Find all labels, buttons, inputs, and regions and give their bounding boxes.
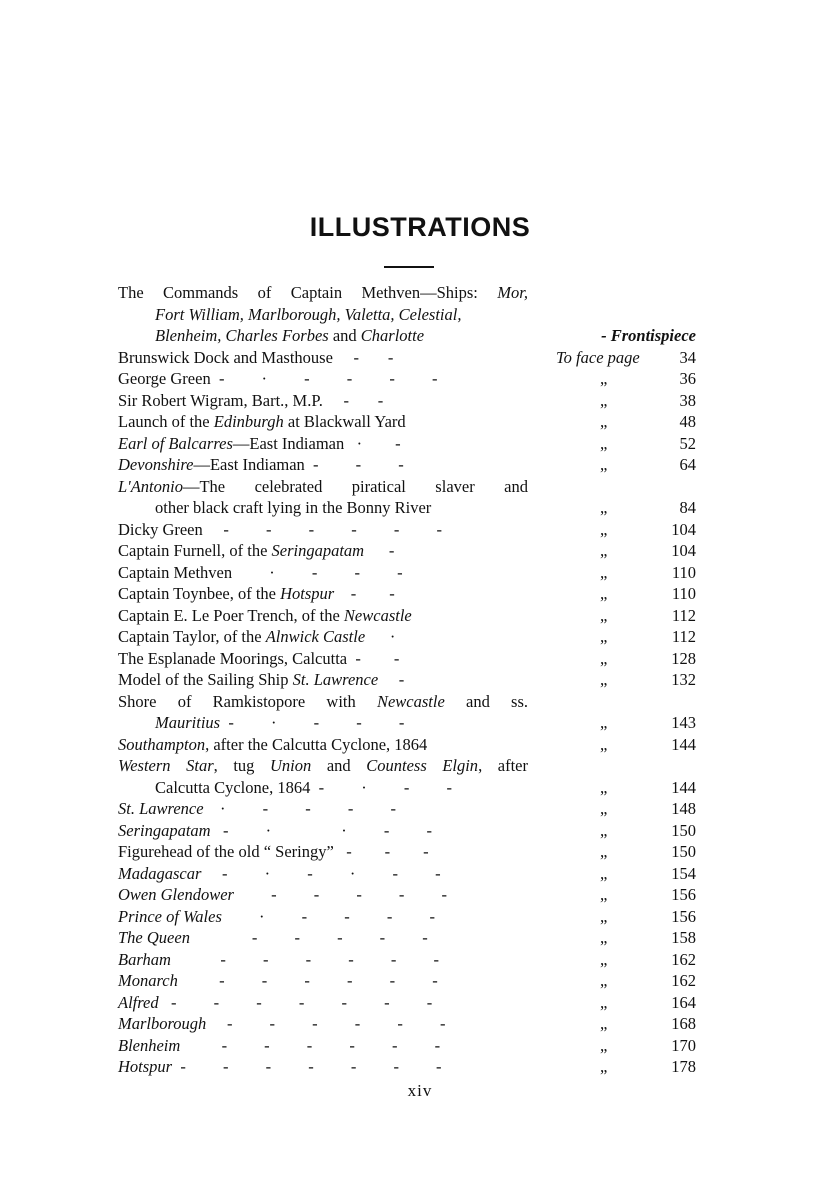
entry-title: Figurehead of the old “ Seringy” - - -: [118, 842, 429, 861]
ditto-mark: „: [600, 799, 608, 818]
entry-line: [0, 820, 840, 842]
page-number: 36: [679, 369, 696, 388]
page-number: 110: [671, 562, 696, 582]
page-number: 168: [671, 1014, 696, 1033]
ditto-mark: „: [600, 906, 608, 926]
entry-line: [0, 906, 840, 928]
entry-line: [0, 454, 840, 476]
page-number: 104: [671, 519, 696, 539]
illustration-entry: [0, 906, 840, 928]
page-reference: [600, 1035, 696, 1057]
page-number: 52: [679, 433, 696, 453]
page-reference: [600, 1013, 696, 1035]
ditto-mark: „: [600, 949, 608, 969]
entry-title: Alfred - - - - - - -: [118, 992, 433, 1012]
page-reference: [600, 820, 696, 842]
page-reference: [600, 906, 696, 928]
page-reference: [600, 712, 696, 734]
illustration-entry: [0, 884, 840, 906]
entry-line: [0, 669, 840, 691]
ditto-mark: „: [600, 605, 608, 625]
illustration-entry: [0, 648, 840, 670]
entry-line: [0, 798, 840, 820]
entry-line: [0, 1013, 840, 1035]
entry-title: Captain Taylor, of the Alnwick Castle ·: [118, 627, 396, 646]
ditto-mark: „: [600, 992, 608, 1012]
ditto-mark: „: [600, 648, 608, 668]
entry-line: [0, 884, 840, 906]
illustration-entry: [0, 927, 840, 949]
ditto-mark: „: [600, 777, 608, 797]
page-number: 162: [671, 949, 696, 969]
illustration-entry: [0, 949, 840, 971]
page-number: 84: [679, 498, 696, 517]
entry-line: [0, 863, 840, 885]
entry-line: [0, 970, 840, 992]
page-number: 112: [671, 605, 696, 625]
illustration-entry: [0, 519, 840, 541]
illustration-entry: [0, 755, 840, 798]
page-reference: [556, 347, 696, 369]
illustrations-list: [0, 282, 840, 1078]
entry-title: Calcutta Cyclone, 1864 - · - -: [155, 777, 452, 797]
ditto-mark: „: [600, 562, 608, 582]
entry-line: [0, 755, 840, 777]
entry-title: L'Antonio—The celebrated piratical slaver and: [118, 476, 528, 496]
entry-line: [0, 304, 840, 326]
illustration-entry: [0, 820, 840, 842]
entry-line: [0, 1056, 840, 1078]
illustration-entry: [0, 583, 840, 605]
entry-title: Marlborough - - - - - -: [118, 1014, 446, 1033]
illustration-entry: [0, 390, 840, 412]
page-number: 143: [671, 713, 696, 732]
illustration-entry: [0, 626, 840, 648]
page-reference: [600, 497, 696, 519]
illustration-entry: [0, 1056, 840, 1078]
ditto-mark: „: [600, 455, 608, 474]
page-reference: [600, 841, 696, 863]
illustration-entry: [0, 368, 840, 390]
ditto-mark: „: [600, 863, 608, 883]
illustration-entry: [0, 669, 840, 691]
illustration-entry: [0, 1035, 840, 1057]
entry-title: Brunswick Dock and Masthouse - -: [118, 347, 394, 367]
illustration-entry: [0, 970, 840, 992]
entry-title: Madagascar - · - · - -: [118, 863, 441, 883]
illustration-entry: [0, 734, 840, 756]
entry-line: [0, 927, 840, 949]
page-reference: [600, 777, 696, 799]
entry-line: [0, 497, 840, 519]
entry-line: [0, 347, 840, 369]
ditto-mark: „: [600, 1035, 608, 1055]
illustration-entry: [0, 691, 840, 734]
page-reference: [600, 454, 696, 476]
entry-line: [0, 712, 840, 734]
ditto-mark: „: [600, 412, 608, 431]
page-reference: [600, 1056, 696, 1078]
page-reference: [600, 519, 696, 541]
illustration-entry: [0, 562, 840, 584]
page-reference: [600, 949, 696, 971]
entry-title: Devonshire—East Indiaman - - -: [118, 455, 404, 474]
entry-line: [0, 777, 840, 799]
ditto-mark: „: [600, 820, 608, 840]
entry-line: [0, 519, 840, 541]
entry-title: Captain E. Le Poer Trench, of the Newcastle: [118, 605, 412, 625]
page-number: 150: [671, 820, 696, 840]
entry-line: [0, 390, 840, 412]
illustration-entry: [0, 476, 840, 519]
page-reference: [600, 798, 696, 820]
illustration-entry: [0, 540, 840, 562]
entry-title: Blenheim, Charles Forbes and Charlotte: [155, 326, 425, 345]
page-reference: [600, 368, 696, 390]
page-number: 132: [671, 670, 696, 689]
illustration-entry: [0, 1013, 840, 1035]
page-number: 112: [671, 627, 696, 646]
entry-title: Captain Methven · - - -: [118, 562, 403, 582]
page-reference: [600, 433, 696, 455]
page-reference: [600, 411, 696, 433]
entry-title: Mauritius - · - - -: [155, 713, 405, 732]
page-number: 154: [671, 863, 696, 883]
ditto-mark: „: [600, 1057, 608, 1076]
entry-line: [0, 562, 840, 584]
page-number: 38: [679, 390, 696, 410]
entry-title: Barham - - - - - -: [118, 949, 439, 969]
page-number: 34: [679, 347, 696, 367]
page-number: 144: [671, 777, 696, 797]
illustration-entry: [0, 347, 840, 369]
entry-line: [0, 583, 840, 605]
page-reference: [600, 734, 696, 756]
entry-title: Hotspur - - - - - - -: [118, 1057, 442, 1076]
ditto-mark: „: [600, 713, 608, 732]
entry-title: Earl of Balcarres—East Indiaman · -: [118, 433, 401, 453]
entry-title: Southampton, after the Calcutta Cyclone, 1864: [118, 734, 428, 754]
page-number: 104: [671, 541, 696, 560]
page-reference: [600, 884, 696, 906]
entry-title: The Esplanade Moorings, Calcutta - -: [118, 648, 400, 668]
illustration-entry: [0, 454, 840, 476]
entry-line: [0, 282, 840, 304]
entry-title: Dicky Green - - - - - -: [118, 519, 442, 539]
entry-line: [0, 734, 840, 756]
entry-line: [0, 433, 840, 455]
ditto-mark: „: [600, 1014, 608, 1033]
entry-title: St. Lawrence · - - - -: [118, 799, 397, 818]
entry-title: George Green - · - - - -: [118, 369, 438, 388]
page-number: 64: [679, 455, 696, 474]
entry-line: [0, 691, 840, 713]
entry-title: Sir Robert Wigram, Bart., M.P. - -: [118, 390, 384, 410]
page-folio: xiv: [407, 1081, 433, 1100]
illustration-entry: [0, 433, 840, 455]
page-number: 128: [671, 648, 696, 668]
page-reference: [600, 390, 696, 412]
ditto-mark: „: [600, 971, 608, 990]
ditto-mark: „: [600, 734, 608, 754]
page-reference: [600, 863, 696, 885]
ditto-mark: „: [600, 842, 608, 861]
entry-title: Model of the Sailing Ship St. Lawrence -: [118, 670, 405, 689]
entry-title: Owen Glendower - - - - -: [118, 885, 448, 904]
ditto-mark: „: [600, 369, 608, 388]
page-number: 162: [671, 971, 696, 990]
entry-title: Prince of Wales · - - - -: [118, 906, 435, 926]
entry-line: [0, 949, 840, 971]
page-title: ILLUSTRATIONS: [309, 212, 531, 242]
page-reference: [600, 605, 696, 627]
page-reference: [600, 540, 696, 562]
ditto-mark: „: [600, 498, 608, 517]
frontispiece-label: - Frontispiece: [601, 326, 696, 345]
page-reference: [600, 583, 696, 605]
entry-line: [0, 476, 840, 498]
page-number: 150: [671, 842, 696, 861]
entry-title: Blenheim - - - - - -: [118, 1035, 441, 1055]
illustration-entry: [0, 863, 840, 885]
ditto-mark: „: [600, 390, 608, 410]
entry-line: [0, 411, 840, 433]
entry-line: [0, 540, 840, 562]
page-number: 156: [671, 885, 696, 904]
page-number: 164: [671, 992, 696, 1012]
entry-line: [0, 626, 840, 648]
entry-title: Western Star, tug Union and Countess Elgin, after: [118, 756, 528, 775]
page-number: 110: [671, 584, 696, 603]
entry-title: The Commands of Captain Methven—Ships: Mor,: [118, 283, 528, 302]
entry-title: Shore of Ramkistopore with Newcastle and ss.: [118, 691, 528, 711]
page-reference: [600, 992, 696, 1014]
entry-line: [0, 325, 840, 347]
ditto-mark: „: [600, 584, 608, 603]
illustration-entry: [0, 798, 840, 820]
entry-title: Monarch - - - - - -: [118, 971, 438, 990]
entry-title: other black craft lying in the Bonny River: [155, 498, 432, 517]
ditto-mark: „: [600, 670, 608, 689]
page-reference: [600, 626, 696, 648]
page-number: 158: [671, 928, 696, 947]
page-reference: [600, 648, 696, 670]
entry-title: The Queen - - - - -: [118, 928, 428, 947]
to-face-page-label: To face page: [556, 347, 640, 367]
ditto-mark: „: [600, 519, 608, 539]
entry-line: [0, 605, 840, 627]
ditto-mark: „: [600, 627, 608, 646]
ditto-mark: „: [600, 433, 608, 453]
entry-title: Seringapatam - · · - -: [118, 820, 432, 840]
page-reference: [600, 927, 696, 949]
page-number: 148: [671, 799, 696, 818]
entry-line: [0, 992, 840, 1014]
entry-title: Launch of the Edinburgh at Blackwall Yard: [118, 412, 406, 431]
page-number: 170: [671, 1035, 696, 1055]
entry-title: Captain Furnell, of the Seringapatam -: [118, 541, 395, 560]
title-rule: [384, 266, 434, 268]
ditto-mark: „: [600, 885, 608, 904]
ditto-mark: „: [600, 928, 608, 947]
entry-line: [0, 648, 840, 670]
page-number: 48: [679, 412, 696, 431]
ditto-mark: „: [600, 541, 608, 560]
entry-line: [0, 841, 840, 863]
entry-line: [0, 368, 840, 390]
page-reference: [600, 562, 696, 584]
illustration-entry: [0, 282, 840, 347]
entry-title: Captain Toynbee, of the Hotspur - -: [118, 584, 395, 603]
page-number: 144: [671, 734, 696, 754]
illustration-entry: [0, 841, 840, 863]
entry-line: [0, 1035, 840, 1057]
illustration-entry: [0, 605, 840, 627]
page-number: 156: [671, 906, 696, 926]
illustration-entry: [0, 411, 840, 433]
page-reference: [600, 669, 696, 691]
entry-title: Fort William, Marlborough, Valetta, Celestial,: [155, 304, 462, 324]
illustration-entry: [0, 992, 840, 1014]
page-reference: [600, 970, 696, 992]
page-number: 178: [671, 1057, 696, 1076]
